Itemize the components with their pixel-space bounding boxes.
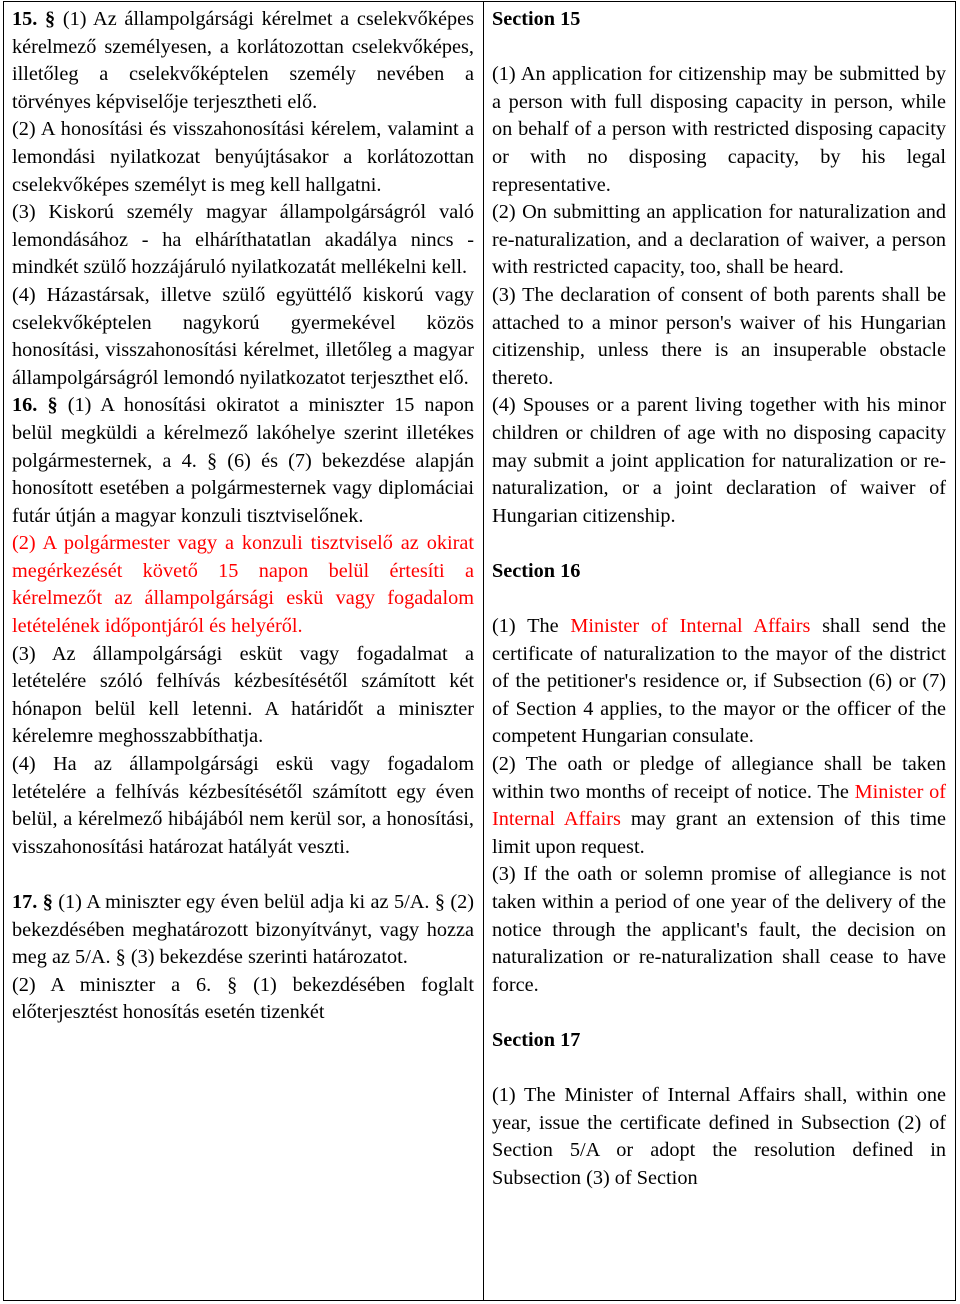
en-section-16-para-2 bbox=[492, 751, 946, 861]
paragraph-gap bbox=[492, 585, 946, 613]
hu-section-16-para-4: (4) Ha az állampolgársági eskü vagy fogadalom letételére a felhívás kézbesítésétől számított egy éven belül, a kérelmező hibájából nem kerül sor, a honosítási, visszahonosítási határozat hatályát veszti. bbox=[12, 753, 474, 858]
en-section-15-para-1: (1) An application for citizenship may be submitted by a person with full disposing capacity in person, while on behalf of a person with restricted disposing capacity or with no disposing capacity, by his legal representative. bbox=[492, 63, 946, 196]
bilingual-document-table bbox=[3, 1, 956, 1301]
en-s16-p1-highlight: Minister of Internal Affairs bbox=[570, 615, 811, 638]
paragraph-gap bbox=[12, 861, 474, 889]
hu-section-16-para-3: (3) Az állampolgársági esküt vagy fogadalmat a letételére szóló felhívás kézbesítésétől számított két hónapon belül kell letenni. A határidőt a miniszter kérelemre meghosszabbíthatja. bbox=[12, 642, 474, 748]
hu-section-16-para-2 bbox=[12, 530, 474, 640]
section-sign: § bbox=[42, 891, 53, 913]
hu-section-17-number: 17. bbox=[12, 891, 38, 913]
section-sign: § bbox=[47, 394, 58, 417]
en-s16-p2-highlight: Minister of Internal Affairs bbox=[492, 780, 946, 831]
hu-s15-p1-text: (1) Az állampolgársági kérelmet a cselekvőképes kérelmező személyesen, a korlátozottan cselekvőképes, illetőleg a cselekvőképtelen személy nevében a törvényes képviselője terjesztheti elő. bbox=[12, 8, 474, 113]
en-section-17-heading-text: Section 17 bbox=[492, 1028, 581, 1051]
en-s16-p2-text-b: may grant an extension of this time limit upon request. bbox=[492, 808, 946, 858]
paragraph-gap bbox=[492, 999, 946, 1027]
paragraph-gap bbox=[492, 34, 946, 62]
hu-section-16-number: 16. bbox=[12, 394, 38, 417]
english-column bbox=[484, 2, 956, 1301]
en-section-15-heading bbox=[492, 6, 946, 34]
hu-section-17-para-2: (2) A miniszter a 6. § (1) bekezdésében foglalt előterjesztést honosítás esetén tizenkét bbox=[12, 973, 474, 1024]
section-sign: § bbox=[45, 8, 56, 30]
en-s16-p1-text-a: (1) The bbox=[492, 615, 559, 638]
en-section-17-para-1: (1) The Minister of Internal Affairs shall, within one year, issue the certificate defined in Subsection (2) of Section 5/A or adopt the resolution defined in Subsection (3) of Section bbox=[492, 1084, 946, 1189]
hu-section-15-para-3: (3) Kiskorú személy magyar állampolgárságról való lemondásához - ha elháríthatatlan akadálya nincs - mindkét szülő hozzájáruló nyilatkozatát mellékelni kell. bbox=[12, 201, 474, 279]
en-section-15-para-4: (4) Spouses or a parent living together with his minor children or children of age with no disposing capacity may submit a joint application for naturalization or re-naturalization, or a joint declaration of waiver of Hungarian citizenship. bbox=[492, 394, 946, 527]
en-section-16-para-3: (3) If the oath or solemn promise of allegiance is not taken within a period of one year of the delivery of the notice through the applicant's fault, the decision on naturalization or re-naturalization shall cease to have force. bbox=[492, 863, 946, 996]
hu-s16-p1-text: (1) A honosítási okiratot a miniszter 15 napon belül megküldi a kérelmező lakóhelye szerint illetékes polgármesternek, a 4. § (6) és (7) bekezdése alapján honosított esetében a polgármesternek vagy diplomáciai futár útján a magyar konzuli tisztviselőnek. bbox=[12, 394, 474, 527]
hu-s16-p2-highlighted-text: A polgármester vagy a konzuli tisztviselő az okirat megérkezését követő 15 napon belül értesíti a kérelmezőt az állampolgársági eskü vagy fogadalom letételének időpontjáról és helyéről. bbox=[12, 532, 474, 638]
hu-s17-p1-text: (1) A miniszter egy éven belül adja ki az 5/A. § (2) bekezdésében meghatározott bizonyítványt, vagy hozza meg az 5/A. § (3) bekezdése szerinti határozatot. bbox=[12, 891, 474, 969]
hu-section-15-para-1 bbox=[12, 6, 474, 116]
paragraph-gap bbox=[492, 530, 946, 558]
en-section-16-para-1 bbox=[492, 613, 946, 751]
hu-s16-p2-number: (2) bbox=[12, 532, 36, 555]
hu-section-16-para-1 bbox=[12, 392, 474, 530]
en-section-16-heading bbox=[492, 558, 946, 586]
en-s16-p2-text-a: (2) The oath or pledge of allegiance shall be taken within two months of receipt of notice. The bbox=[492, 753, 946, 803]
en-section-16-heading-text: Section 16 bbox=[492, 559, 581, 582]
hu-section-15-para-2: (2) A honosítási és visszahonosítási kérelem, valamint a lemondási nyilatkozat benyújtásakor a korlátozottan cselekvőképes személyt is meg kell hallgatni. bbox=[12, 118, 474, 196]
hu-section-15-para-4: (4) Házastársak, illetve szülő együttélő kiskorú vagy cselekvőképtelen nagykorú gyermekével közös honosítási, visszahonosítási kérelmet, illetőleg a magyar állampolgárságról lemondó nyilatkozatot terjeszthet elő. bbox=[12, 283, 474, 389]
en-section-15-para-3: (3) The declaration of consent of both parents shall be attached to a minor person's waiver of his Hungarian citizenship, unless there is an insuperable obstacle thereto. bbox=[492, 283, 946, 389]
hungarian-column bbox=[4, 2, 484, 1301]
hu-section-17-para-1 bbox=[12, 889, 474, 972]
en-section-15-para-2: (2) On submitting an application for naturalization and re-naturalization, and a declaration of waiver, a person with restricted capacity, too, shall be heard. bbox=[492, 201, 946, 279]
hu-section-15-number: 15. bbox=[12, 8, 38, 30]
en-s16-p1-text-b: shall send the certificate of naturalization to the mayor of the district of the petitioner's residence or, if Subsection (6) or (7) of Section 4 applies, to the mayor or the officer of the competent Hungarian consulate. bbox=[492, 615, 946, 748]
en-section-15-heading-text: Section 15 bbox=[492, 8, 581, 30]
en-section-17-heading bbox=[492, 1027, 946, 1055]
paragraph-gap bbox=[492, 1055, 946, 1083]
